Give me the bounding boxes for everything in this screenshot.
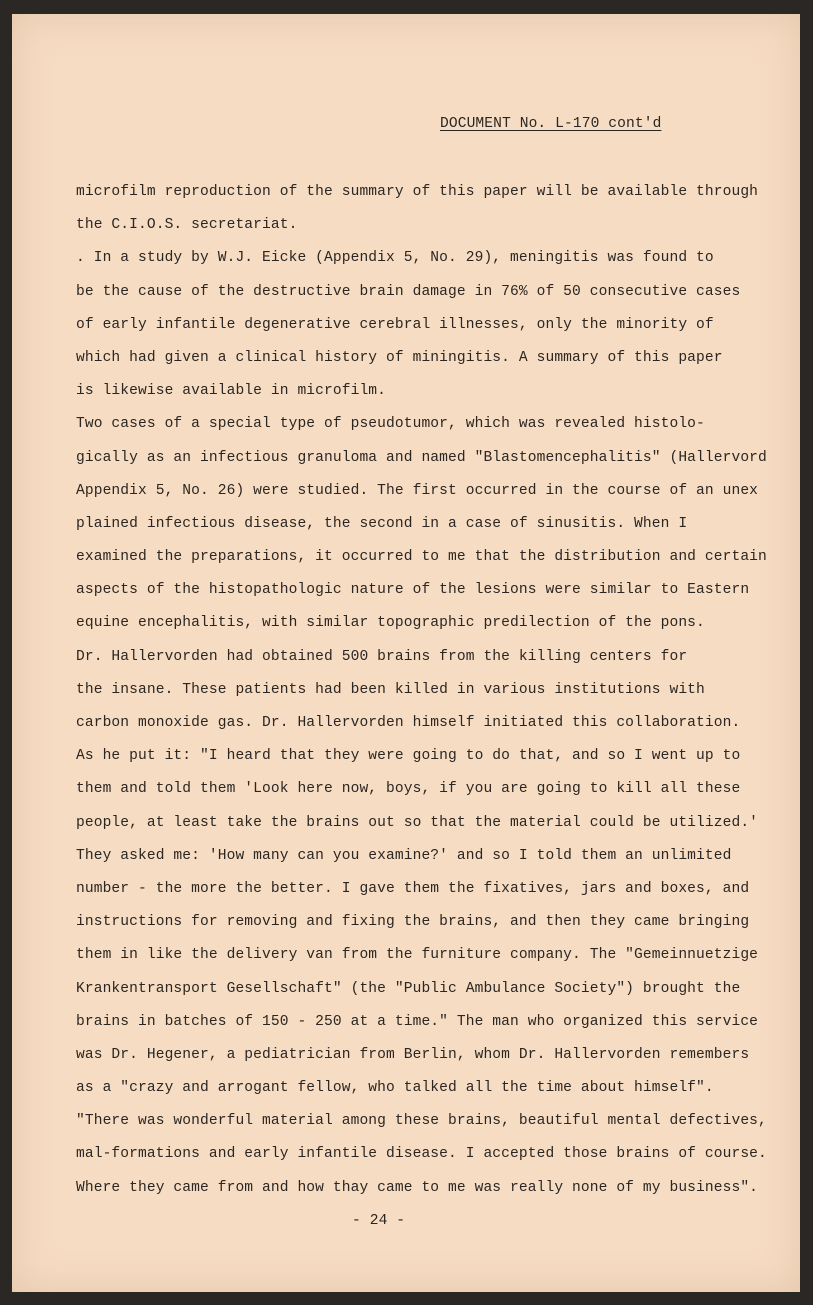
text-line: gically as an infectious granuloma and named "Blastomencephalitis" (Hallervord bbox=[76, 449, 767, 466]
text-line: people, at least take the brains out so that the material could be utilized.' bbox=[76, 814, 759, 831]
text-line: brains in batches of 150 - 250 at a time." The man who organized this service bbox=[76, 1013, 759, 1030]
text-line: them and told them 'Look here now, boys, if you are going to kill all these bbox=[76, 781, 741, 798]
text-line: They asked me: 'How many can you examine?' and so I told them an unlimited bbox=[76, 847, 732, 864]
text-line: number - the more the better. I gave them the fixatives, jars and boxes, and bbox=[76, 880, 750, 897]
text-line: instructions for removing and fixing the brains, and then they came bringing bbox=[76, 914, 750, 931]
text-line: carbon monoxide gas. Dr. Hallervorden himself initiated this collaboration. bbox=[76, 715, 741, 731]
text-line: aspects of the histopathologic nature of the lesions were similar to Eastern bbox=[76, 582, 750, 599]
document-reference-header: DOCUMENT No. L-170 cont'd bbox=[440, 116, 662, 132]
text-line: As he put it: "I heard that they were going to do that, and so I went up to bbox=[76, 748, 741, 765]
text-line: examined the preparations, it occurred to me that the distribution and certain bbox=[76, 549, 767, 566]
text-line: the insane. These patients had been killed in various institutions with bbox=[76, 681, 705, 698]
text-line: them in like the delivery van from the furniture company. The "Gemeinnuetzige bbox=[76, 947, 759, 964]
text-line: Dr. Hallervorden had obtained 500 brains from the killing centers for bbox=[76, 648, 688, 665]
text-line: plained infectious disease, the second in a case of sinusitis. When I bbox=[76, 515, 688, 532]
text-line: Where they came from and how thay came to me was really none of my business". bbox=[76, 1179, 759, 1196]
text-line: was Dr. Hegener, a pediatrician from Berlin, whom Dr. Hallervorden remembers bbox=[76, 1046, 750, 1063]
document-body bbox=[76, 176, 767, 1205]
text-line: Appendix 5, No. 26) were studied. The first occurred in the course of an unex bbox=[76, 482, 759, 499]
text-line: as a "crazy and arrogant fellow, who talked all the time about himself". bbox=[76, 1080, 714, 1097]
text-line: mal-formations and early infantile disease. I accepted those brains of course. bbox=[76, 1146, 767, 1163]
text-line: be the cause of the destructive brain damage in 76% of 50 consecutive cases bbox=[76, 283, 741, 300]
text-line: "There was wonderful material among these brains, beautiful mental defectives, bbox=[76, 1113, 767, 1130]
text-line: . In a study by W.J. Eicke (Appendix 5, No. 29), meningitis was found to bbox=[76, 250, 714, 267]
text-line: is likewise available in microfilm. bbox=[76, 383, 387, 400]
text-line: equine encephalitis, with similar topographic predilection of the pons. bbox=[76, 615, 705, 632]
text-line: Two cases of a special type of pseudotumor, which was revealed histolo- bbox=[76, 416, 705, 433]
text-line: the C.I.O.S. secretariat. bbox=[76, 217, 298, 234]
page-number: - 24 - bbox=[352, 1213, 406, 1229]
text-line: which had given a clinical history of miningitis. A summary of this paper bbox=[76, 349, 723, 366]
text-line: of early infantile degenerative cerebral illnesses, only the minority of bbox=[76, 316, 714, 333]
text-line: microfilm reproduction of the summary of this paper will be available through bbox=[76, 184, 759, 200]
text-line: Krankentransport Gesellschaft" (the "Public Ambulance Society") brought the bbox=[76, 980, 741, 997]
